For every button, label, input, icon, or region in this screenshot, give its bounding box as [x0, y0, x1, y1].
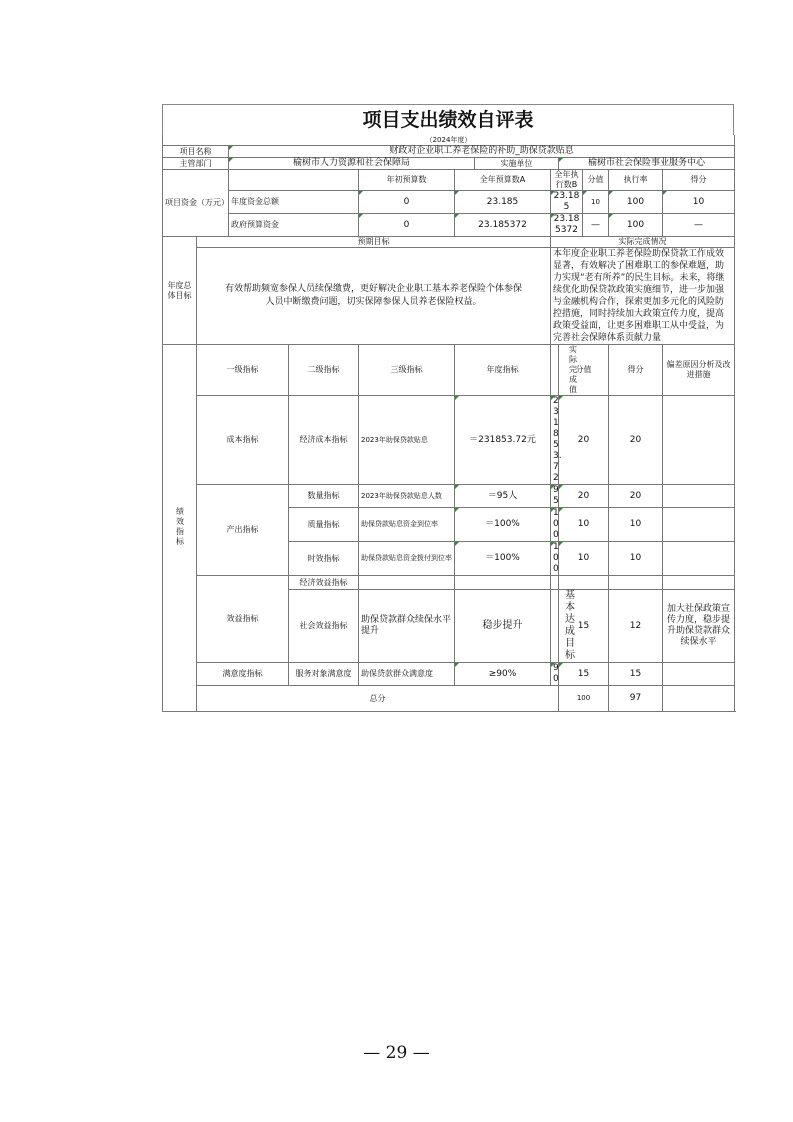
output-level1: 产出指标 — [197, 485, 289, 576]
page-number: — 29 — — [363, 1043, 430, 1063]
funds-gov-executed: 23.185372 — [551, 214, 583, 237]
cost-score: 20 — [559, 396, 609, 485]
benefit-social-score: 15 — [559, 590, 609, 663]
cost-target: ＝231853.72元 — [455, 396, 551, 485]
satisfaction-level3: 助保贷款群众满意度 — [359, 663, 455, 686]
funds-total-got: 10 — [663, 191, 735, 214]
ind-header-actual: 实际完成值 — [551, 345, 559, 396]
funds-header-initial: 年初预算数 — [359, 170, 455, 191]
project-name: 财政对企业职工养老保险的补助_助保贷款贴息 — [229, 146, 735, 158]
funds-header-executed: 全年执行数B — [551, 170, 583, 191]
satisfaction-level2: 服务对象满意度 — [289, 663, 359, 686]
benefit-econ-level2: 经济效益指标 — [289, 576, 359, 590]
funds-gov-score: — — [583, 214, 609, 237]
ind-header-target: 年度指标 — [455, 345, 551, 396]
funds-total-score: 10 — [583, 191, 609, 214]
funds-total-executed: 23.185 — [551, 191, 583, 214]
output-quality-level2: 质量指标 — [289, 508, 359, 542]
benefit-social-got: 12 — [609, 590, 663, 663]
output-quality-level3: 助保贷款贴息资金到位率 — [359, 508, 455, 542]
output-quality-score: 10 — [559, 508, 609, 542]
funds-header-rate: 执行率 — [609, 170, 663, 191]
output-time-got: 10 — [609, 542, 663, 576]
output-qty-target: ＝95人 — [455, 485, 551, 508]
output-quality-got: 10 — [609, 508, 663, 542]
funds-gov-budget: 23.185372 — [455, 214, 551, 237]
satisfaction-actual: 90 — [551, 663, 559, 686]
performance-evaluation-form — [162, 104, 734, 712]
output-time-actual: 100 — [551, 542, 559, 576]
ind-header-level3: 三级指标 — [359, 345, 455, 396]
goals-label: 年度总体目标 — [163, 237, 197, 345]
funds-gov-got: — — [663, 214, 735, 237]
output-qty-level3: 2023年助保贷款贴息人数 — [359, 485, 455, 508]
funds-total-rate: 100 — [609, 191, 663, 214]
benefit-social-level3: 助保贷款群众续保水平提升 — [359, 590, 455, 663]
cost-level1: 成本指标 — [197, 396, 289, 485]
output-time-score: 10 — [559, 542, 609, 576]
funds-header-score: 分值 — [583, 170, 609, 191]
satisfaction-score: 15 — [559, 663, 609, 686]
total-label: 总分 — [197, 686, 559, 712]
project-name-label: 项目名称 — [163, 146, 229, 158]
output-quality-target: ＝100% — [455, 508, 551, 542]
goals-actual-header: 实际完成情况 — [551, 237, 735, 248]
impl-unit-name: 榆树市社会保险事业服务中心 — [559, 158, 735, 170]
funds-gov-rate: 100 — [609, 214, 663, 237]
cost-level2: 经济成本指标 — [289, 396, 359, 485]
output-time-target: ＝100% — [455, 542, 551, 576]
dept-label: 主管部门 — [163, 158, 229, 170]
output-time-level2: 时效指标 — [289, 542, 359, 576]
total-got: 97 — [609, 686, 663, 712]
total-score: 100 — [559, 686, 609, 712]
cost-got: 20 — [609, 396, 663, 485]
form-year: （2024年度） — [163, 135, 735, 146]
cost-note — [663, 396, 735, 485]
satisfaction-level1: 满意度指标 — [197, 663, 289, 686]
ind-header-level1: 一级指标 — [197, 345, 289, 396]
output-qty-got: 20 — [609, 485, 663, 508]
goals-expected-text: 有效帮助频宽参保人员续保缴费，更好解决企业职工基本养老保险个体参保人员中断缴费问题，切实保障参保人员养老保险权益。 — [197, 248, 551, 345]
funds-gov-initial: 0 — [359, 214, 455, 237]
cost-actual: 231853.72 — [551, 396, 559, 485]
funds-total-initial: 0 — [359, 191, 455, 214]
benefit-social-level2: 社会效益指标 — [289, 590, 359, 663]
funds-header-budget: 全年预算数A — [455, 170, 551, 191]
funds-total-budget: 23.185 — [455, 191, 551, 214]
form-title: 项目支出绩效自评表 — [162, 104, 734, 135]
ind-header-level2: 二级指标 — [289, 345, 359, 396]
funds-total-label: 年度资金总额 — [229, 191, 359, 214]
output-time-level3: 助保贷款贴息资金拨付到位率 — [359, 542, 455, 576]
output-qty-level2: 数量指标 — [289, 485, 359, 508]
ind-header-note: 偏差原因分析及改进措施 — [663, 345, 735, 396]
benefit-social-target: 稳步提升 — [455, 590, 551, 663]
output-qty-score: 20 — [559, 485, 609, 508]
indicators-label: 绩效指标 — [175, 506, 185, 547]
output-qty-actual: 95 — [551, 485, 559, 508]
goals-expected-header: 预期目标 — [197, 237, 551, 248]
evaluation-table — [162, 135, 735, 712]
satisfaction-got: 15 — [609, 663, 663, 686]
funds-label: 项目资金（万元） — [163, 170, 229, 237]
funds-gov-label: 政府预算资金 — [229, 214, 359, 237]
goals-actual-text: 本年度企业职工养老保险助保贷款工作成效显著，有效解决了困难职工的参保难题，助力实现“老有所养”的民生目标。未来，将继续优化助保贷款政策实施细节，进一步加强与金融机构合作，探索更加多元化的风险防控措施，同时持续加大政策宣传力度，提高政策受益面，让更多困难职工从中受益，为完善社会保障体系贡献力量 — [551, 248, 735, 345]
satisfaction-target: ≥90% — [455, 663, 551, 686]
benefit-level1: 效益指标 — [197, 576, 289, 663]
benefit-social-note: 加大社保政策宣传力度，稳步提升助保贷款群众续保水平 — [663, 590, 735, 663]
benefit-social-actual: 基本达成目标 — [551, 590, 559, 663]
ind-header-got: 得分 — [609, 345, 663, 396]
cost-level3: 2023年助保贷款贴息 — [359, 396, 455, 485]
dept-name: 榆树市人力资源和社会保障局 — [229, 158, 475, 170]
impl-unit-label: 实施单位 — [475, 158, 559, 170]
funds-header-got: 得分 — [663, 170, 735, 191]
output-quality-actual: 100 — [551, 508, 559, 542]
ind-header-score: 分值 — [559, 345, 609, 396]
